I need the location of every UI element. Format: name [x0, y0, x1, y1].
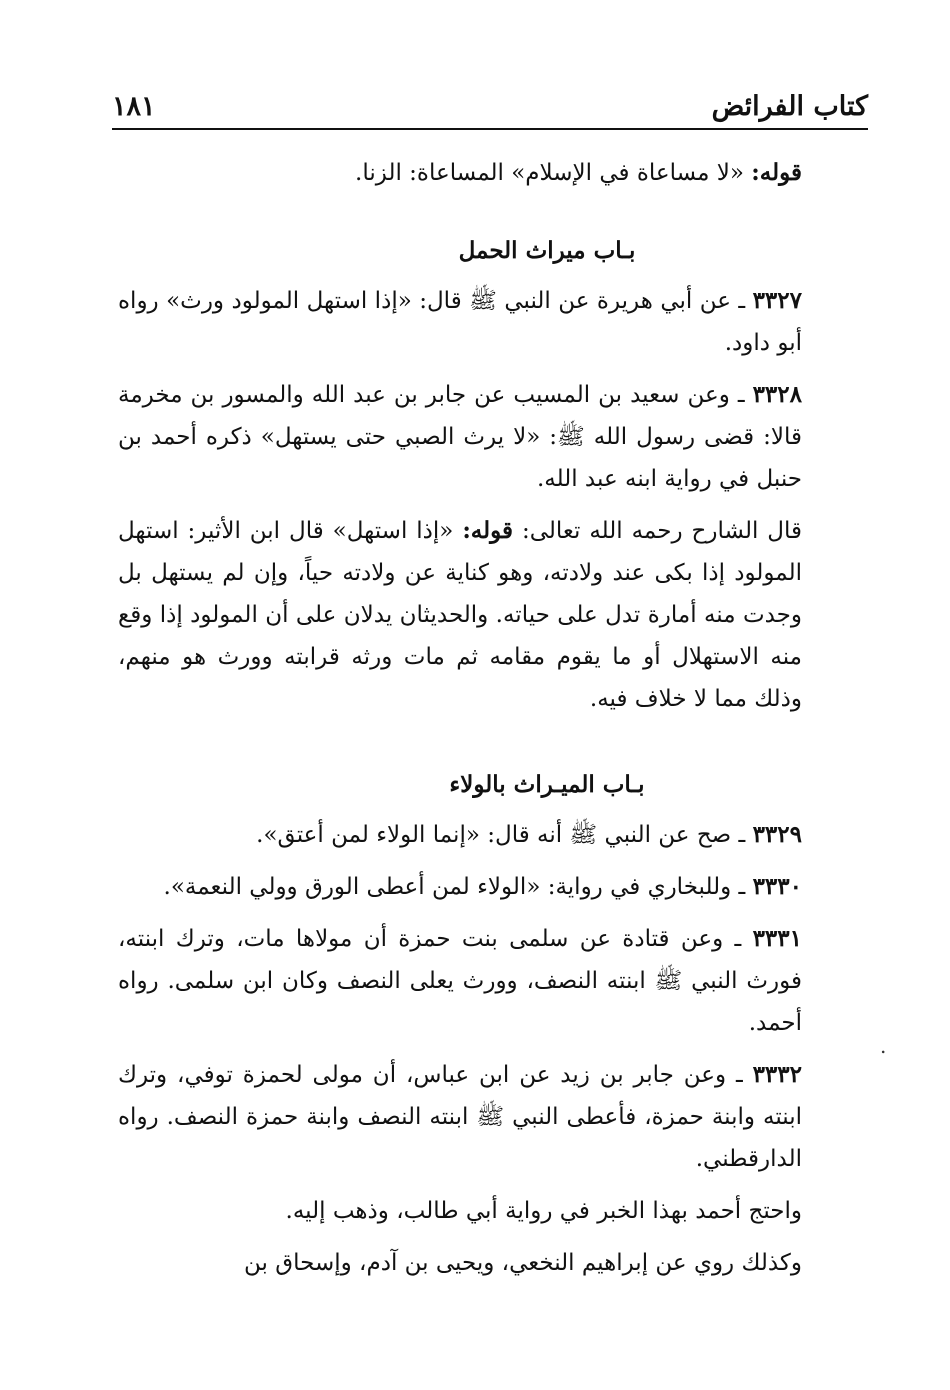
hadith-number: ٣٣٣١ [752, 925, 802, 952]
page-number: ١٨١ [112, 91, 156, 122]
hadith-number: ٣٣٣٢ [752, 1061, 802, 1088]
hadith-3329 [118, 814, 866, 856]
intro-paragraph [118, 152, 866, 194]
ahmad-paragraph: واحتج أحمد بهذا الخبر في رواية أبي طالب، وذهب إليه. [285, 1198, 802, 1224]
commentary-text: «إذا استهل» قال ابن الأثير: استهل المولود إذا بكى عند ولادته، وهو كناية عن ولادته حياً، وإن لم يستهل بل وجدت منه أمارة تدل على حياته. والحديثان يدلان على أن المولود إذا وقع منه الاستهلال أو ما يقوم مقامه ثم مات ورثه قرابته وورث هو منهم، وذلك مما لا خلاف فيه. [118, 518, 802, 712]
keyword: قوله: [751, 159, 802, 186]
hadith-3331 [118, 918, 866, 1044]
hadith-number: ٣٣٢٧ [752, 287, 802, 314]
continuation-paragraph: وكذلك روي عن إبراهيم النخعي، ويحيى بن آدم، وإسحاق بن [244, 1250, 802, 1276]
hadith-3332 [118, 1054, 866, 1180]
hadith-text: ـ وعن سعيد بن المسيب عن جابر بن عبد الله والمسور بن مخرمة قالا: قضى رسول الله ﷺ: «لا يرث الصبي حتى يستهل» ذكره أحمد بن حنبل في رواية ابنه عبد الله. [118, 382, 802, 492]
hadith-number: ٣٣٢٨ [752, 381, 802, 408]
section-heading-wala-inheritance: بـاب الميـراث بالولاء [449, 771, 645, 798]
page-body [118, 152, 866, 1294]
commentary-paragraph [118, 510, 866, 720]
hadith-3328 [118, 374, 866, 500]
hadith-number: ٣٣٢٩ [752, 821, 802, 848]
hadith-text: ـ وعن جابر بن زيد عن ابن عباس، أن مولى لحمزة توفي، وترك ابنته وابنة حمزة، فأعطى النبي ﷺ ابنته النصف وابنة حمزة النصف. رواه الدارقطني. [118, 1062, 802, 1172]
hadith-number: ٣٣٣٠ [752, 873, 802, 900]
paragraph-text: «لا مساعاة في الإسلام» المساعاة: الزنا. [355, 160, 752, 186]
keyword: قوله: [462, 517, 514, 544]
hadith-3327 [118, 280, 866, 364]
commentary-text: قال الشارح رحمه الله تعالى: [513, 518, 803, 544]
hadith-text: ـ عن أبي هريرة عن النبي ﷺ قال: «إذا استهل المولود ورث» رواه أبو داود. [118, 288, 802, 356]
running-title: كتاب الفرائض [711, 91, 868, 122]
hadith-text: ـ صح عن النبي ﷺ أنه قال: «إنما الولاء لمن أعتق». [256, 822, 753, 848]
page-header [112, 84, 868, 130]
section-heading-pregnancy-inheritance: بـاب ميراث الحمل [458, 237, 636, 264]
hadith-text: ـ وعن قتادة عن سلمى بنت حمزة أن مولاها مات، وترك ابنته، فورث النبي ﷺ ابنته النصف، وورث يعلى النصف وكان ابن سلمى. رواه أحمد. [118, 926, 802, 1036]
hadith-text: ـ وللبخاري في رواية: «الولاء لمن أعطى الورق وولي النعمة». [163, 874, 753, 900]
hadith-3330 [118, 866, 866, 908]
stray-mark: . [880, 1034, 887, 1058]
